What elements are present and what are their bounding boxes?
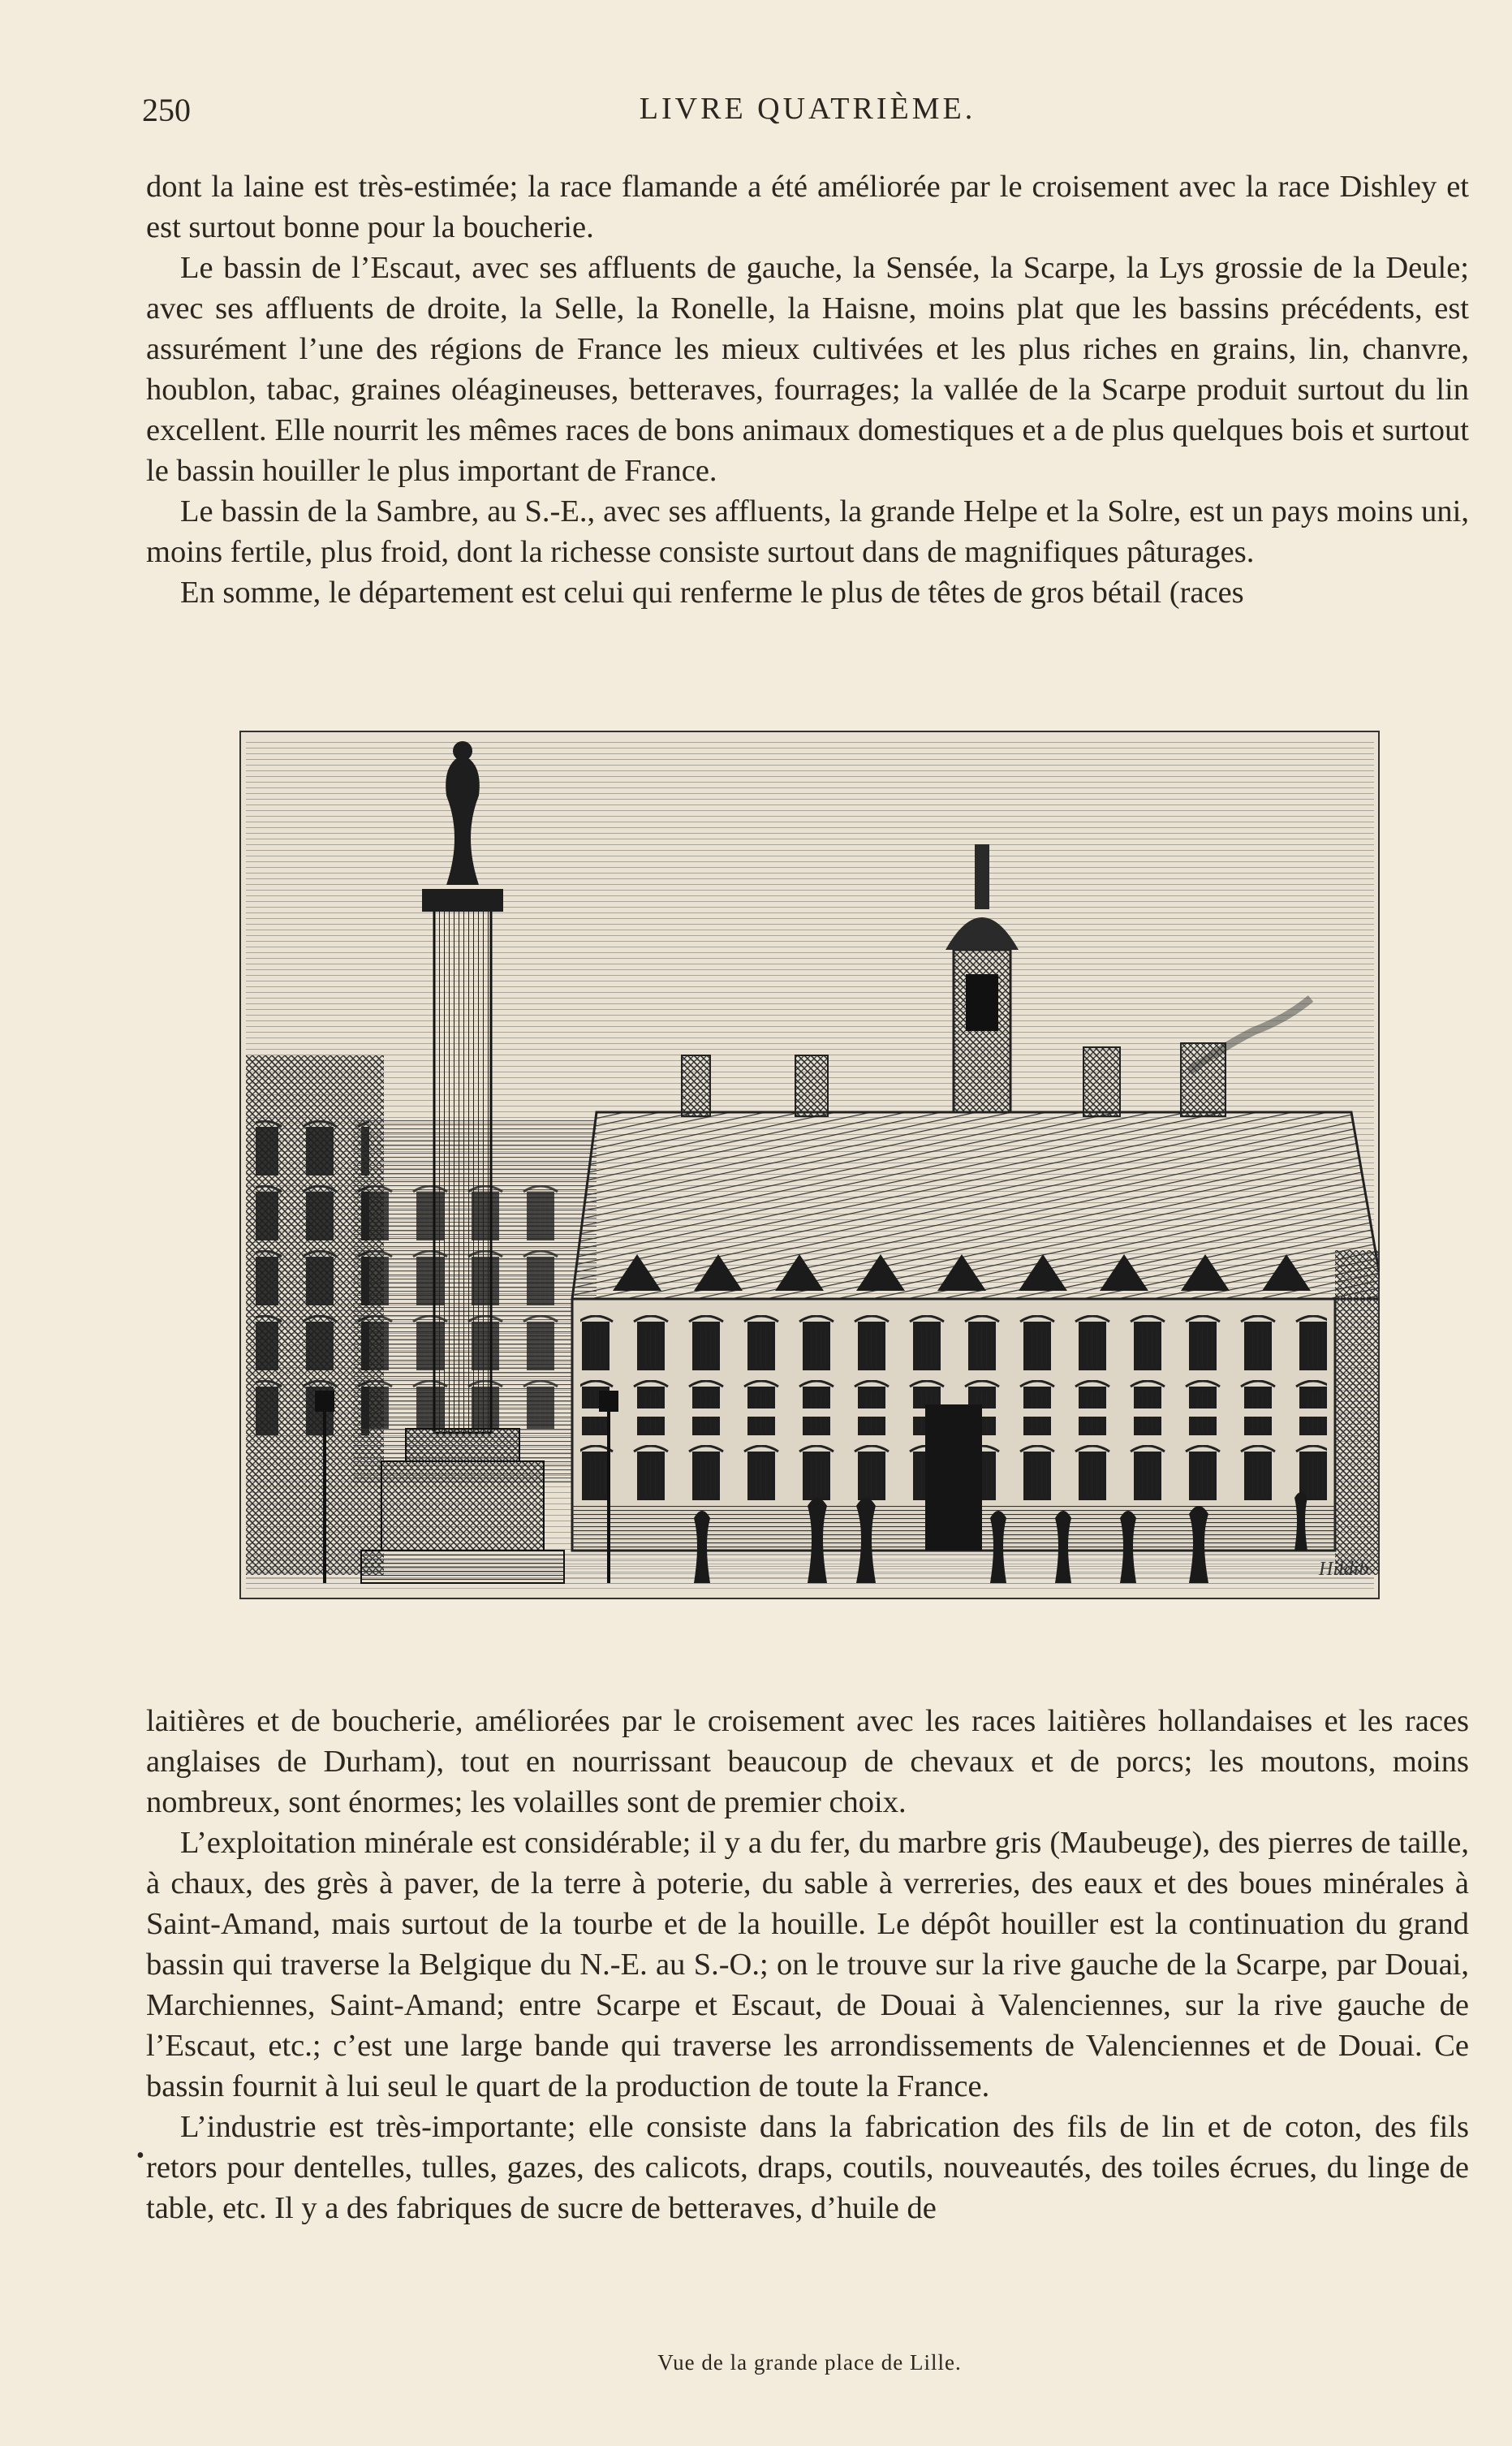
paragraph: Le bassin de l’Escaut, avec ses affluents de gauche, la Sensée, la Scarpe, la Lys grossie de la Deule; avec ses affluents de droite, la Selle, la Ronelle, la Haisne, moins plat que les bassins précédents, est assurément l’une des régions de France les mieux cultivées et les plus riches en grains, lin, chanvre, houblon, tabac, graines oléagineuses, betteraves, fourrages; la vallée de la Scarpe produit surtout du lin excellent. Elle nourrit les mêmes races de bons animaux domestiques et a de plus quelques bois et surtout le bassin houiller le plus important de France. xyxy=(146,251,1469,488)
margin-mark: • xyxy=(136,2143,144,2168)
paragraph: dont la laine est très-estimée; la race flamande a été améliorée par le croisement avec la race Dishley et est surtout bonne pour la boucherie. xyxy=(146,170,1469,244)
paragraph: L’exploitation minérale est considérable; il y a du fer, du marbre gris (Maubeuge), des pierres de taille, à chaux, des grès à paver, de la terre à poterie, du sable à verreries, des eaux et des boues minérales à Saint-Amand, mais surtout de la tourbe et de la houille. Le dépôt houiller est la continuation du grand bassin qui traverse la Belgique du N.-E. au S.-O.; on le trouve sur la rive gauche de la Scarpe, par Douai, Marchiennes, Saint-Amand; entre Scarpe et Escaut, de Douai à Valenciennes, sur la rive gauche de l’Escaut, etc.; c’est une large bande qui traverse les arrondissements de Valenciennes et de Douai. Ce bassin fournit à lui seul le quart de la production de toute la France. xyxy=(146,1826,1469,2103)
body-text-top xyxy=(146,166,1469,613)
paragraph: laitières et de boucherie, améliorées par le croisement avec les races laitières hollandaises et les races anglaises de Durham), tout en nourrissant beaucoup de chevaux et de porcs; les moutons, moins nombreux, sont énormes; les volailles sont de premier choix. xyxy=(146,1704,1469,1819)
paragraph: Le bassin de la Sambre, au S.-E., avec ses affluents, la grande Helpe et la Solre, est un pays moins uni, moins fertile, plus froid, dont la richesse consiste surtout dans de magnifiques pâturages. xyxy=(146,494,1469,569)
page-header xyxy=(142,91,1473,140)
page-number: 250 xyxy=(142,92,191,128)
paragraph: En somme, le département est celui qui renferme le plus de têtes de gros bétail (races xyxy=(180,576,1244,610)
body-text-bottom xyxy=(146,1701,1469,2228)
engraver-signature: Hildib xyxy=(1319,1559,1369,1580)
running-head: LIVRE QUATRIÈME. xyxy=(639,92,976,126)
paragraph: L’industrie est très-importante; elle consiste dans la fabrication des fils de lin et de coton, des fils retors pour dentelles, tulles, gazes, des calicots, draps, coutils, nouveautés, des toiles écrues, du linge de table, etc. Il y a des fabriques de sucre de betteraves, d’huile de xyxy=(146,2110,1469,2225)
figure-caption: Vue de la grande place de Lille. xyxy=(657,2350,962,2375)
